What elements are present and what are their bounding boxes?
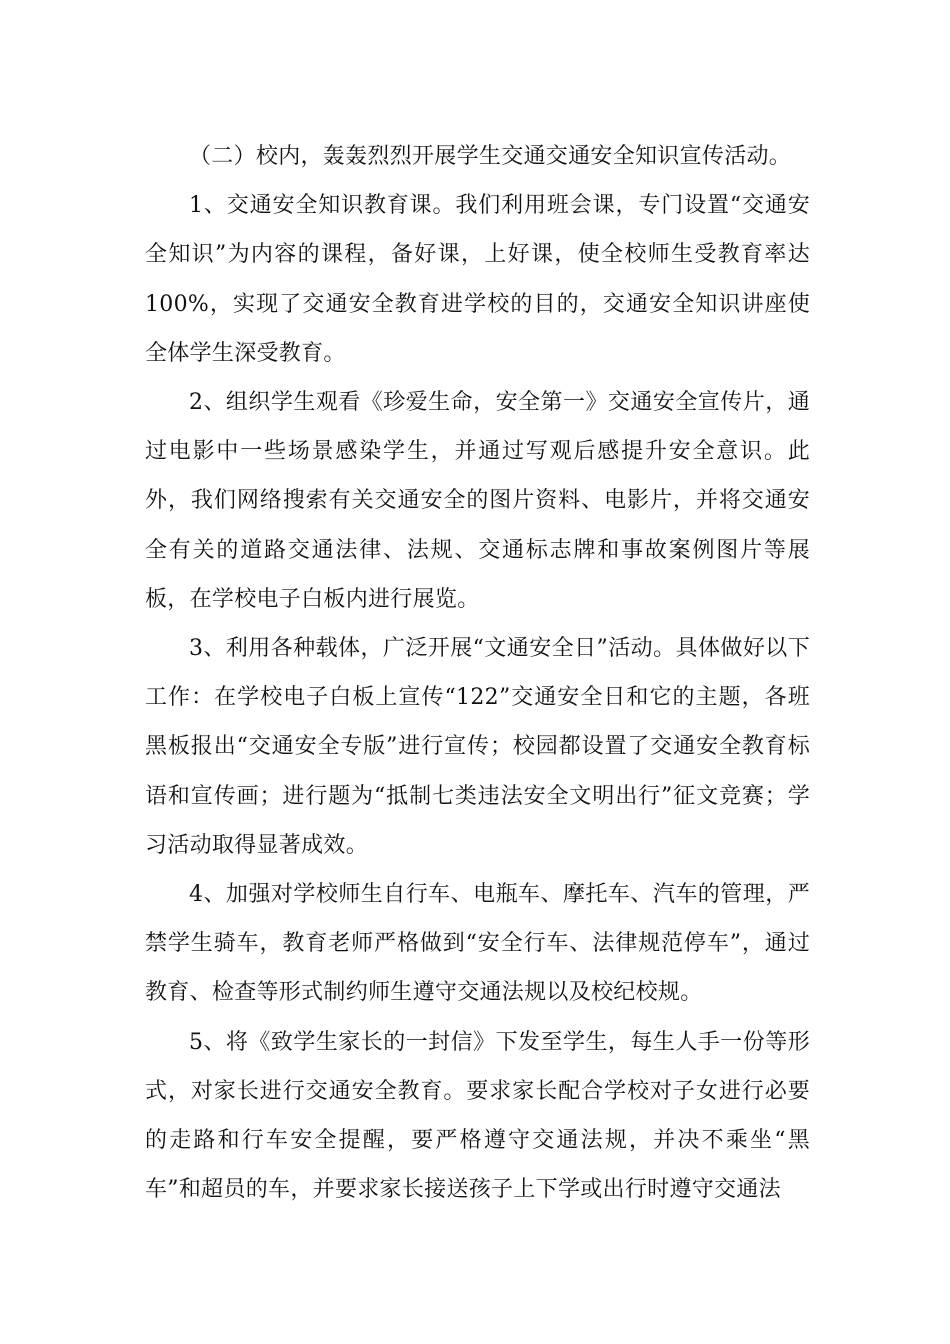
section-heading: （二）校内，轰轰烈烈开展学生交通交通安全知识宣传活动。 xyxy=(189,144,792,169)
paragraph-item-3: 3、利用各种载体，广泛开展“文通安全日”活动。具体做好以下工作：在学校电子白板上宣传“122”交通安全日和它的主题，各班黑板报出“交通安全专版”进行宣传；校园都设置了交通安全教育标语和宣传画；进行题为“抵制七类违法安全文明出行”征文竞赛；学习活动取得显著成效。 xyxy=(145,636,810,858)
paragraph-item-4: 4、加强对学校师生自行车、电瓶车、摩托车、汽车的管理，严禁学生骑车，教育老师严格做到“安全行车、法律规范停车”，通过教育、检查等形式制约师生遵守交通法规以及校纪校规。 xyxy=(145,882,810,1006)
document-body xyxy=(145,132,810,1214)
paragraph-item-5: 5、将《致学生家长的一封信》下发至学生，每生人手一份等形式，对家长进行交通安全教育。要求家长配合学校对子女进行必要的走路和行车安全提醒，要严格遵守交通法规，并决不乘坐“黑车”和超员的车，并要求家长接送孩子上下学或出行时遵守交通法 xyxy=(145,1029,810,1203)
paragraph-item-1: 1、交通安全知识教育课。我们利用班会课，专门设置“交通安全知识”为内容的课程，备好课，上好课，使全校师生受教育率达100%，实现了交通安全教育进学校的目的，交通安全知识讲座使全体学生深受教育。 xyxy=(145,193,810,366)
paragraph-item-2: 2、组织学生观看《珍爱生命，安全第一》交通安全宣传片，通过电影中一些场景感染学生，并通过写观后感提升安全意识。此外，我们网络搜索有关交通安全的图片资料、电影片，并将交通安全有关的道路交通法律、法规、交通标志牌和事故案例图片等展板，在学校电子白板内进行展览。 xyxy=(145,390,810,612)
